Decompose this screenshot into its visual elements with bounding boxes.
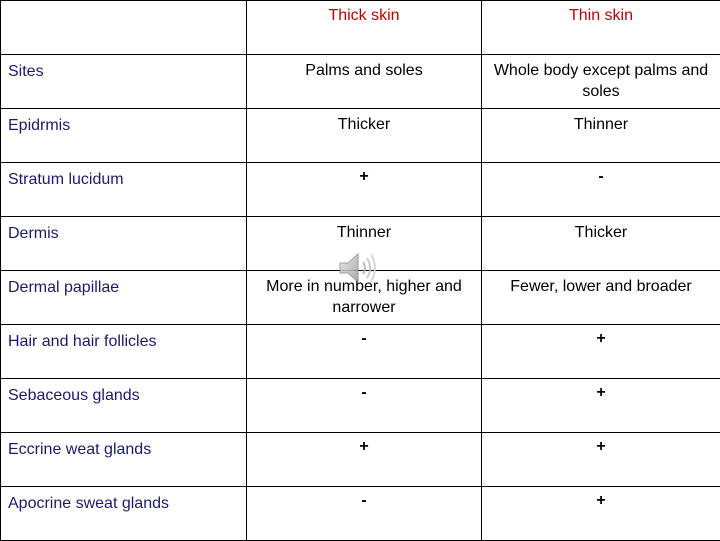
thick-cell: Palms and soles: [247, 55, 482, 109]
table-row: [1, 55, 720, 109]
row-label: Sebaceous glands: [1, 379, 247, 433]
thin-cell: Thicker: [482, 217, 720, 271]
thick-cell: -: [247, 325, 482, 379]
row-label: Stratum lucidum: [1, 163, 247, 217]
row-label: Epidrmis: [1, 109, 247, 163]
table-row: [1, 433, 720, 487]
table-row: [1, 163, 720, 217]
table-row: [1, 379, 720, 433]
header-thick-skin: Thick skin: [247, 1, 482, 55]
header-row: [1, 1, 720, 55]
thin-cell: +: [482, 379, 720, 433]
header-thin-skin: Thin skin: [482, 1, 720, 55]
thin-cell: +: [482, 325, 720, 379]
thin-cell: +: [482, 433, 720, 487]
row-label: Dermal papillae: [1, 271, 247, 325]
thick-cell: -: [247, 379, 482, 433]
row-label: Dermis: [1, 217, 247, 271]
thin-cell: Thinner: [482, 109, 720, 163]
thick-cell: +: [247, 433, 482, 487]
thick-cell: Thinner: [247, 217, 482, 271]
table-row: [1, 487, 720, 541]
table-row: [1, 325, 720, 379]
thick-cell: +: [247, 163, 482, 217]
table-row: [1, 109, 720, 163]
thin-cell: Fewer, lower and broader: [482, 271, 720, 325]
thick-cell: -: [247, 487, 482, 541]
row-label: Eccrine weat glands: [1, 433, 247, 487]
thin-cell: +: [482, 487, 720, 541]
row-label: Apocrine sweat glands: [1, 487, 247, 541]
thick-cell: More in number, higher and narrower: [247, 271, 482, 325]
row-label: Sites: [1, 55, 247, 109]
thin-cell: Whole body except palms and soles: [482, 55, 720, 109]
corner-cell: [1, 1, 247, 55]
speaker-icon[interactable]: [337, 248, 381, 288]
thin-cell: -: [482, 163, 720, 217]
thick-cell: Thicker: [247, 109, 482, 163]
row-label: Hair and hair follicles: [1, 325, 247, 379]
